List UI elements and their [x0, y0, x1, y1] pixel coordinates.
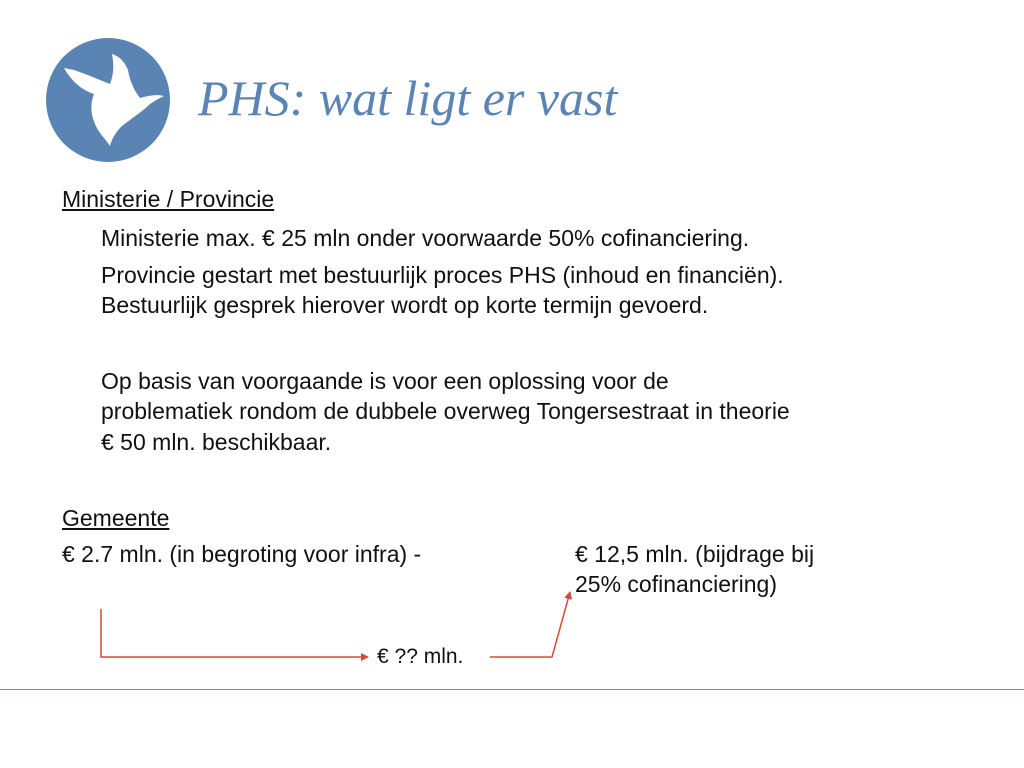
heading-ministerie-provincie: Ministerie / Provincie	[62, 186, 275, 212]
basis-text-2: problematiek rondom de dubbele overweg Tongersestraat in theorie	[101, 398, 790, 424]
arrow-right	[490, 592, 570, 657]
basis-text-3: € 50 mln. beschikbaar.	[101, 429, 332, 455]
slide-title: PHS: wat ligt er vast	[198, 70, 618, 126]
cofinanciering-text-2: 25% cofinanciering)	[575, 571, 778, 597]
provincie-process-text-1: Provincie gestart met bestuurlijk proces PHS (inhoud en financiën).	[101, 262, 784, 288]
heading-gemeente: Gemeente	[62, 505, 170, 531]
arrow-left	[101, 609, 368, 657]
provincie-process-text-2: Bestuurlijk gesprek hierover wordt op korte termijn gevoerd.	[101, 292, 709, 318]
gemeente-budget-text: € 2.7 mln. (in begroting voor infra) -	[62, 541, 422, 567]
gap-amount-label: € ?? mln.	[377, 645, 464, 668]
cofinanciering-text-1: € 12,5 mln. (bijdrage bij	[575, 541, 815, 567]
basis-text-1: Op basis van voorgaande is voor een oplossing voor de	[101, 368, 669, 394]
ministerie-budget-text: Ministerie max. € 25 mln onder voorwaarde 50% cofinanciering.	[101, 225, 750, 251]
bottom-divider	[0, 689, 1024, 690]
